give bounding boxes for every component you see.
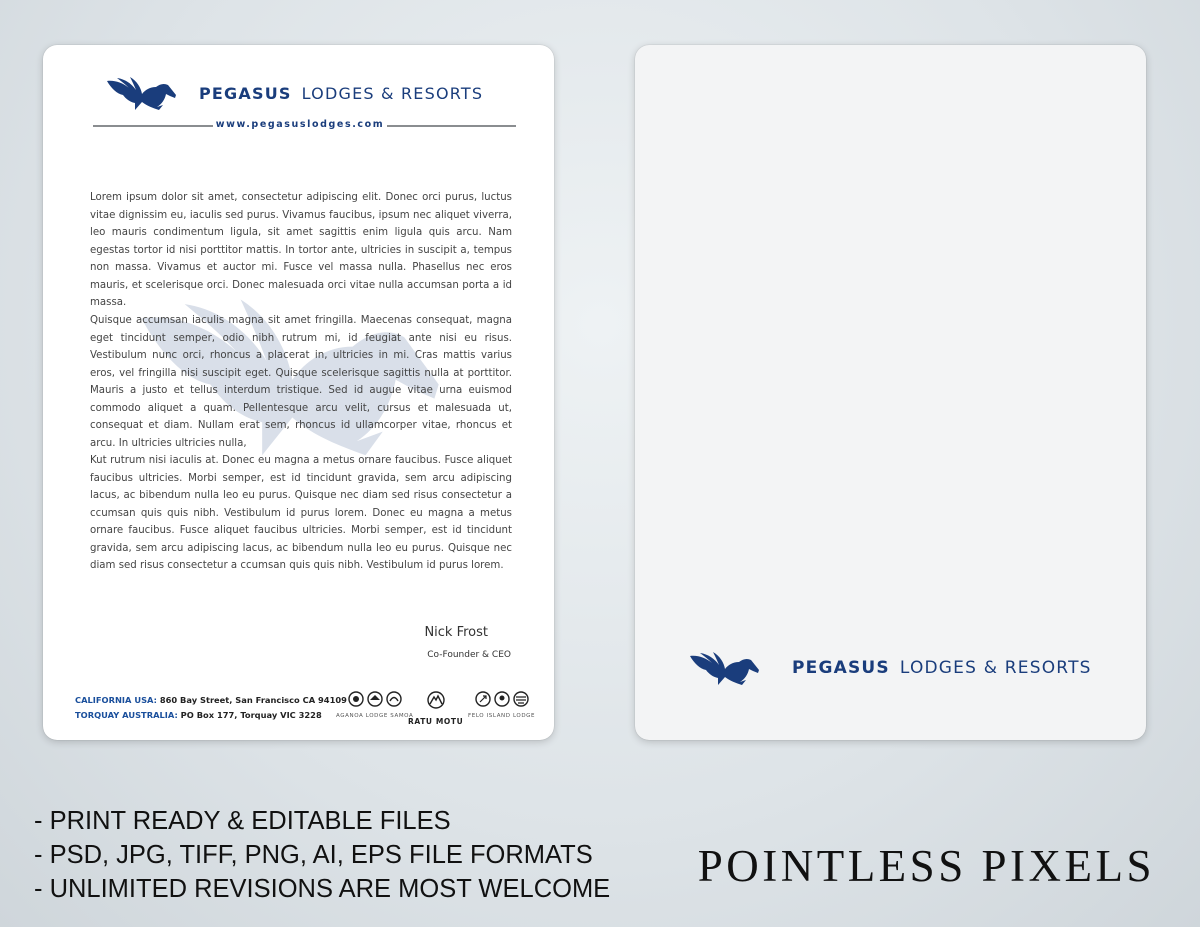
feature-item: - PSD, JPG, TIFF, PNG, AI, EPS FILE FORMATS <box>34 841 593 869</box>
pegasus-logo-icon <box>105 75 177 111</box>
letterhead-back <box>635 45 1146 740</box>
header-rule-left <box>93 125 213 127</box>
address-location: TORQUAY AUSTRALIA: <box>75 710 178 720</box>
body-paragraph: Lorem ipsum dolor sit amet, consectetur adipiscing elit. Donec orci purus, luctus vitae dignissim eu, iaculis sed purus. Vivamus faucibus, ipsum nec aliquet viverra, leo mauris condimentum ligula, sit amet sagittis enim ligula quis arcu. Nam egestas tortor id nisi porttitor mattis. In tortor ante, ultricies in suscipit a, tempus non massa. Vivamus et auctor mi. Fusce vel massa nulla. Phasellus nec eros mauris, et scelerisque orci. Donec malesuada orci vitae nulla accumsan porta a id massa. <box>90 192 512 308</box>
header-rule-right <box>387 125 516 127</box>
pegasus-logo-icon <box>688 650 760 686</box>
partner-logo-felo <box>468 691 535 719</box>
address-location: CALIFORNIA USA: <box>75 695 157 705</box>
address-usa <box>75 695 347 705</box>
partner-label: RATU MOTU <box>408 717 464 726</box>
studio-name: POINTLESS PIXELS <box>697 841 1155 891</box>
partner-label: FELO ISLAND LODGE <box>468 713 536 719</box>
address-australia <box>75 710 322 720</box>
feature-list <box>34 804 610 906</box>
address-text: PO Box 177, Torquay VIC 3228 <box>180 710 322 720</box>
partner-label: AGANOA LODGE SAMOA <box>336 713 414 719</box>
brand-name-rest: LODGES & RESORTS <box>301 83 484 103</box>
aganoa-logo-icon <box>348 691 402 707</box>
brand-name-bold: PEGASUS <box>792 658 890 678</box>
feature-item: - PRINT READY & EDITABLE FILES <box>34 807 451 835</box>
letterhead-front <box>43 45 554 740</box>
signature-name: Nick Frost <box>424 625 488 640</box>
address-text: 860 Bay Street, San Francisco CA 94109 <box>159 695 347 705</box>
felo-logo-icon <box>475 691 529 707</box>
body-paragraph: Kut rutrum nisi iaculis at. Donec eu magna a metus ornare faucibus. Fusce aliquet faucibus ultricies. Morbi semper, est id tincidunt gravida, sem arcu adipiscing lacus, ac bibendum nulla leo eu purus. Quisque nec diam sed risus consectetur a ccumsan quis quis nibh. Vestibulum id purus lorem. Donec eu magna a metus ornare faucibus. Fusce aliquet faucibus ultricies. Morbi semper, est id tincidunt gravida, sem arcu adipiscing lacus, ac bibendum nulla leo eu purus. Quisque nec diam sed risus consectetur a ccumsan quis quis nibh. Vestibulum id purus lorem. <box>90 455 512 571</box>
feature-item: - UNLIMITED REVISIONS ARE MOST WELCOME <box>34 875 611 903</box>
brand-name-bold: PEGASUS <box>199 83 292 103</box>
brand-name <box>199 84 483 103</box>
brand-name <box>792 658 1092 678</box>
brand-logo <box>105 75 483 111</box>
body-paragraph: Quisque accumsan iaculis magna sit amet fringilla. Maecenas consequat, magna eget tincidunt semper, odio nibh rutrum mi, id feugiat ante nisi eu risus. Vestibulum nunc orci, rhoncus a placerat in, ultricies in mi. Cras mattis varius eros, vel fringilla nisi suscipit eget. Quisque scelerisque sagittis nulla at porttitor. Mauris a justo et tellus interdum tristique. Sed id augue vitae urna euismod commodo aliquet a quam. Pellentesque arcu velit, cursus et malesuada ut, consequat et diam. Nullam erat sem, rhoncus id ullamcorper vitae, rhoncus et arcu. In ultricies ultricies nulla, <box>90 315 512 449</box>
brand-name-rest: LODGES & RESORTS <box>899 658 1092 678</box>
website-url: www.pegasuslodges.com <box>215 119 385 130</box>
back-brand-logo <box>688 650 1092 686</box>
ratu-motu-logo-icon <box>425 691 447 709</box>
partner-logo-ratu-motu <box>408 691 463 726</box>
signature-title: Co-Founder & CEO <box>427 650 511 660</box>
partner-logo-aganoa <box>336 691 413 719</box>
